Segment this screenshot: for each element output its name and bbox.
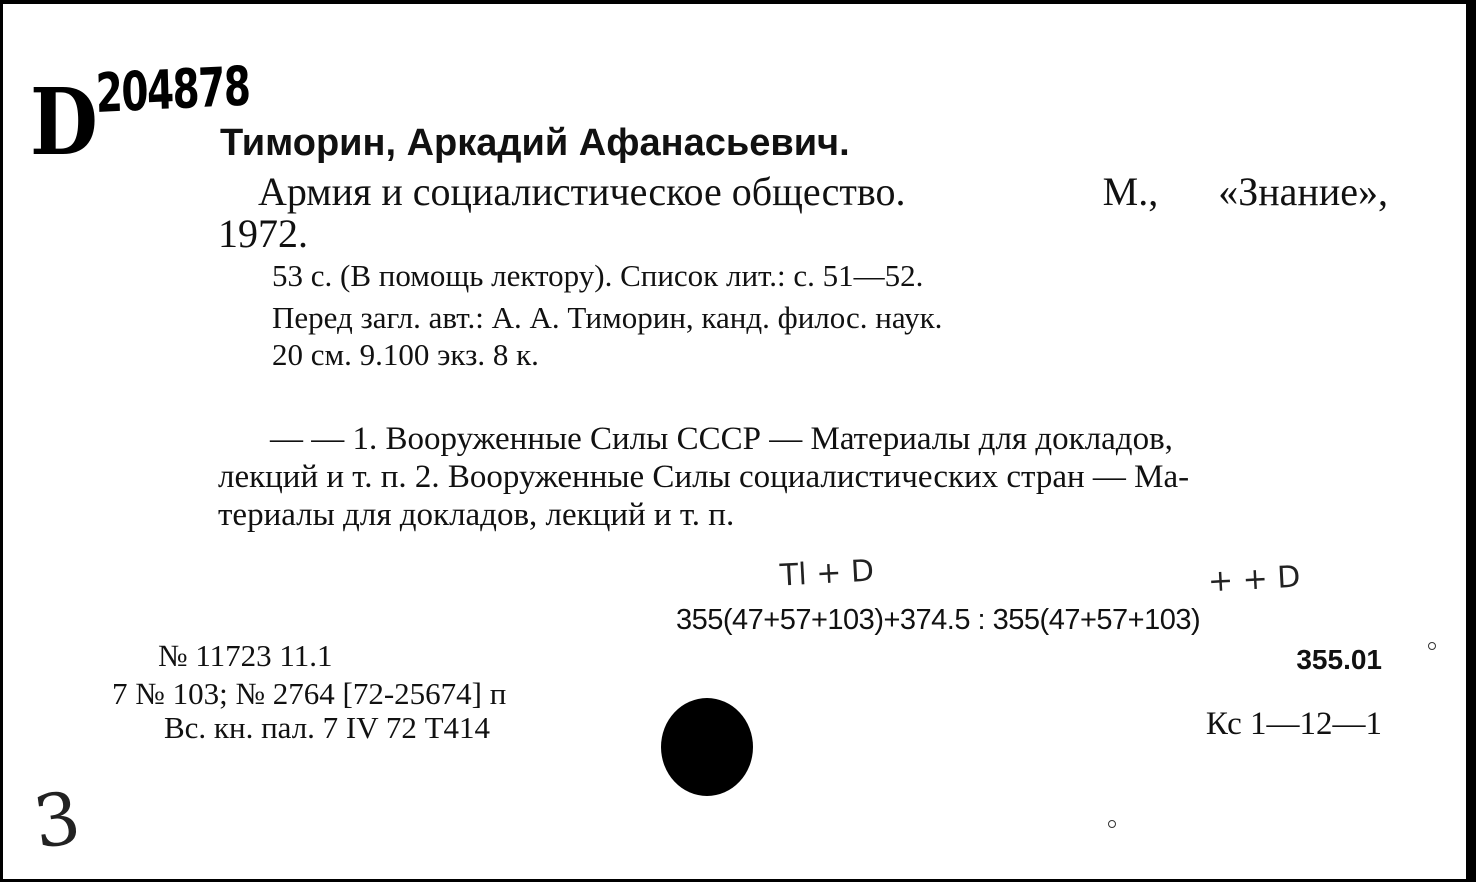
- author-note: Перед загл. авт.: А. А. Тиморин, канд. филос. наук.: [272, 300, 943, 335]
- subject-line: — — 1. Вооруженные Силы СССР — Материалы для докладов,: [270, 421, 1173, 457]
- punch-hole: [661, 698, 753, 796]
- place-publisher: [1103, 168, 1388, 215]
- speck: [1108, 820, 1116, 828]
- handwritten-note-right: + + D: [1207, 559, 1302, 600]
- publisher: «Знание»,: [1218, 169, 1388, 214]
- subject-line: лекций и т. п. 2. Вооруженные Силы социалистических стран — Ма-: [218, 459, 1190, 495]
- title-line: [258, 168, 1388, 215]
- handwritten-note-left: Tl + D: [779, 553, 875, 594]
- speck: [1428, 642, 1436, 650]
- kc-code: Кс 1—12—1: [1205, 706, 1382, 742]
- stamp-number: 204878: [95, 54, 251, 125]
- pencil-mark: 3: [28, 775, 86, 865]
- classification-index: 355(47+57+103)+374.5 : 355(47+57+103): [676, 604, 1201, 636]
- publication-year: 1972.: [218, 211, 308, 256]
- registration-numbers: 7 № 103; № 2764 [72-25674] п: [112, 676, 507, 711]
- classification-secondary: 355.01: [1296, 644, 1382, 675]
- subject-line: териалы для докладов, лекций и т. п.: [218, 497, 735, 533]
- book-chamber-note: Вс. кн. пал. 7 IV 72 Т414: [164, 710, 491, 745]
- stamp-letter: D: [30, 68, 98, 176]
- publication-place: М.,: [1102, 169, 1159, 214]
- card-border-top: [0, 0, 1476, 4]
- card-border-right: [1466, 0, 1476, 882]
- book-title: Армия и социалистическое общество.: [258, 169, 906, 214]
- author-heading: Тиморин, Аркадий Афанасьевич.: [220, 122, 850, 164]
- card-border-left: [0, 0, 3, 882]
- physical-description: 53 с. (В помощь лектору). Список лит.: с. 51—52.: [272, 258, 924, 293]
- size-print-run: 20 см. 9.100 экз. 8 к.: [272, 337, 539, 372]
- card-number: № 11723 11.1: [158, 638, 333, 673]
- subject-headings: [218, 420, 1386, 534]
